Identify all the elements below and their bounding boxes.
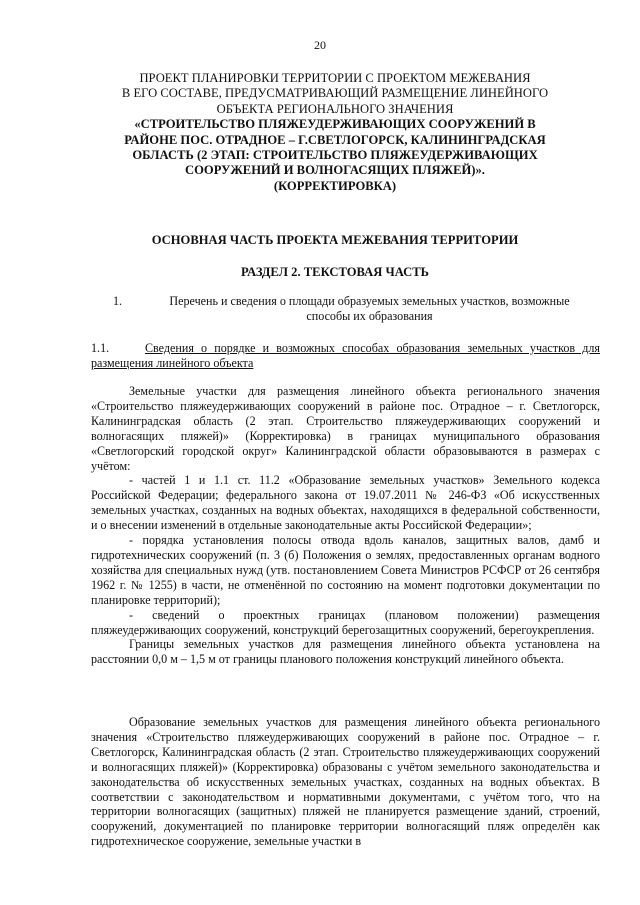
item-title-line: Перечень и сведения о площади образуемых земельных участков, возможные <box>169 294 570 308</box>
header-bold-line: РАЙОНЕ ПОС. ОТРАДНОЕ – Г.СВЕТЛОГОРСК, КАЛИНИНГРАДСКАЯ <box>124 132 546 147</box>
section-title: ОСНОВНАЯ ЧАСТЬ ПРОЕКТА МЕЖЕВАНИЯ ТЕРРИТОРИИ <box>151 233 519 247</box>
header-line: ПРОЕКТ ПЛАНИРОВКИ ТЕРРИТОРИИ С ПРОЕКТОМ МЕЖЕВАНИЯ <box>139 71 531 85</box>
body-text <box>91 715 600 849</box>
header-line: В ЕГО СОСТАВЕ, ПРЕДУСМАТРИВАЮЩИЙ РАЗМЕЩЕНИЕ ЛИНЕЙНОГО <box>121 86 549 101</box>
header-bold-line: (КОРРЕКТИРОВКА) <box>273 178 397 193</box>
item-title-line: способы их образования <box>306 308 433 323</box>
page-number: 20 <box>314 38 326 52</box>
section-subtitle: РАЗДЕЛ 2. ТЕКСТОВАЯ ЧАСТЬ <box>241 265 429 279</box>
subsection-title: Сведения о порядке и возможных способах образования земельных участков для размещения линейного объекта <box>91 341 600 370</box>
paragraph: Границы земельных участков для размещения линейного объекта установлена на расстоянии 0,0 м – 1,5 м от границы планового положения конструкций линейного объекта. <box>91 637 600 667</box>
header-bold-line: СООРУЖЕНИЙ И ВОЛНОГАСЯЩИХ ПЛЯЖЕЙ)». <box>185 163 485 178</box>
header-bold-line: ОБЛАСТЬ (2 ЭТАП: СТРОИТЕЛЬСТВО ПЛЯЖЕУДЕРЖИВАЮЩИХ <box>132 148 538 163</box>
item-number: 1. <box>113 294 123 308</box>
list-item: - порядка установления полосы отвода вдоль каналов, защитных валов, дамб и гидротехнических сооружений (п. 3 (б) Положения о землях, предоставленных органам водного хозяйства для специальных нужд (утв. постановлением Совета Министров РСФСР от 26 сентября 1962 г. № 1255) в части, не отменённой по состоянию на момент подготовки документации по планировке территорий); <box>91 533 600 607</box>
list-item: - сведений о проектных границах (плановом положении) размещения пляжеудерживающих сооружений, конструкций берегозащитных сооружений, берегоукрепления. <box>91 607 600 637</box>
body-text <box>91 384 600 667</box>
subsection-number: 1.1. <box>91 341 110 355</box>
header-bold-line: «СТРОИТЕЛЬСТВО ПЛЯЖЕУДЕРЖИВАЮЩИХ СООРУЖЕНИЙ В <box>134 117 536 132</box>
paragraph: Земельные участки для размещения линейного объекта регионального значения «Строительство пляжеудерживающих сооружений в районе пос. Отрадное – г. Светлогорск, Калининградская область (2 этап. Строительство пляжеудерживающих сооружений и волногасящих пляжей)» (Корректировка) в границах муниципального образования «Светлогорский городской округ» Калининградской области образовываются в размерах с учётом: <box>91 384 600 473</box>
item-title <box>147 294 592 324</box>
header-line: ОБЪЕКТА РЕГИОНАЛЬНОГО ЗНАЧЕНИЯ <box>216 101 454 116</box>
subsection-heading <box>91 341 600 371</box>
paragraph: Образование земельных участков для размещения линейного объекта регионального значения «Строительство пляжеудерживающих сооружений в районе пос. Отрадное – г. Светлогорск, Калининградская область (2 этап. Строительство пляжеудерживающих сооружений и волногасящих пляжей)» (Корректировка) образованы с учётом земельного законодательства и законодательства об искусственных земельных участках, созданных на водных объектах. В соответствии с законодательством и нормативными документами, с учётом того, что на территории волногасящих (защитных) пляжей не планируется размещение зданий, строений, сооружений, документацией по планировке территории волногасящий пляж определён как гидротехническое сооружение, земельные участки в <box>91 715 600 849</box>
document-header <box>70 71 600 194</box>
list-item: - частей 1 и 1.1 ст. 11.2 «Образование земельных участков» Земельного кодекса Российской Федерации; федерального закона от 19.07.2011 № 246-ФЗ «Об искусственных земельных участках, созданных на водных объектах, находящихся в федеральной собственности, и о внесении изменений в отдельные законодательные акты Российской Федерации»; <box>91 473 600 533</box>
